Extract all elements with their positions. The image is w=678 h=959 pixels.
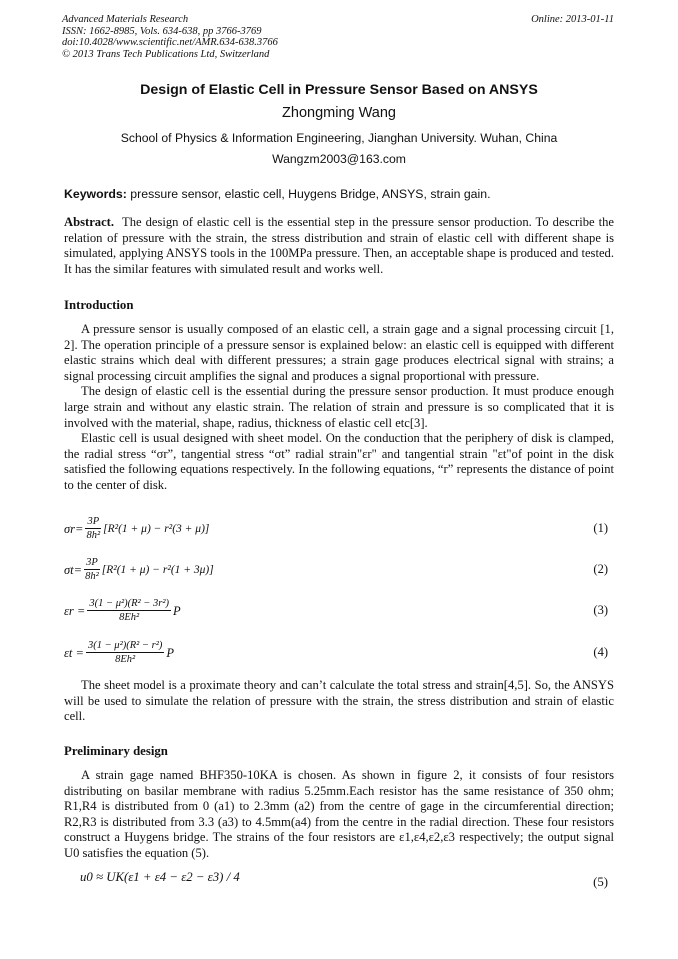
intro-paragraph-1: A pressure sensor is usually composed of an elastic cell, a strain gage and a signal processing circuit [1, 2]. The operation principle of a pressure sensor is explained below: an elastic cell is equipped with different elastic strains which deal with different pressures; a strain gage produces electrical signal with strains; a signal processing circuit amplifies the signal and produces a signal proportional with pressure.: [64, 322, 614, 383]
author-affiliation: School of Physics & Information Engineering, Jianghan University. Wuhan, China: [120, 131, 558, 145]
eq2-numerator: 3P: [86, 557, 98, 568]
keywords-label: Keywords:: [64, 187, 127, 201]
eq4-numerator: 3(1 − μ²)(R² − r²): [87, 640, 163, 651]
doi-line: doi:10.4028/www.scientific.net/AMR.634-638.3766: [62, 37, 278, 48]
eq1-numerator: 3P: [87, 516, 100, 527]
copyright-line: © 2013 Trans Tech Publications Ltd, Switzerland: [62, 48, 270, 60]
preliminary-heading: Preliminary design: [64, 744, 168, 758]
abstract-label: Abstract.: [64, 215, 115, 229]
eq1-number: (1): [593, 521, 608, 535]
journal-name: Advanced Materials Research: [62, 14, 189, 25]
eq3-tail: P: [172, 603, 181, 618]
equation-2: [64, 553, 614, 587]
eq3-denominator: 8Eh²: [119, 612, 140, 623]
keywords-text: pressure sensor, elastic cell, Huygens Bridge, ANSYS, strain gain.: [130, 187, 491, 201]
eq5-expression: u0 ≈ UK(ε1 + ε4 − ε2 − ε3) / 4: [80, 870, 240, 884]
equation-5: [80, 870, 608, 894]
paper-title: Design of Elastic Cell in Pressure Sensor Based on ANSYS: [140, 82, 538, 98]
eq2-denominator: 8h²: [85, 571, 99, 582]
intro-paragraph-4: The sheet model is a proximate theory and can’t calculate the total stress and strain[4,5]. So, the ANSYS will be used to simulate the relation of pressure with the strain, the stress distribution and strain of elastic cell.: [64, 678, 614, 724]
introduction-body: [64, 322, 614, 494]
online-date: Online: 2013-01-11: [531, 14, 614, 25]
eq4-denominator: 8Eh²: [115, 654, 136, 665]
equation-4: [64, 636, 614, 670]
abstract: [64, 215, 614, 277]
intro-paragraph-2: The design of elastic cell is the essential during the pressure sensor production. It must produce enough large strain and without any elastic strain. The relation of strain and pressure is so complicated that it is involved with the material, shape, radius, thickness of elastic cell etc[3].: [64, 384, 614, 430]
eq2-lhs: σt=: [64, 562, 83, 577]
eq4-number: (4): [593, 645, 608, 659]
eq2-body: [R²(1 + μ) − r²(1 + 3μ)]: [101, 564, 214, 576]
issn-line: ISSN: 1662-8985, Vols. 634-638, pp 3766-3769: [62, 25, 262, 37]
introduction-heading: Introduction: [64, 298, 134, 312]
eq1-denominator: 8h²: [86, 530, 101, 541]
intro-paragraph-3: Elastic cell is usual designed with sheet model. On the conduction that the periphery of disk is clamped, the radial stress “σr”, tangential stress “σt” radial strain"εr" and tangential strain "εt"of point in the disk satisfied the following equations respectively. In the following equations, “r” represents the distance of point to the center of disk.: [64, 431, 614, 492]
author-email: Wangzm2003@163.com: [272, 152, 406, 166]
eq5-number: (5): [593, 875, 608, 889]
preliminary-body: [64, 768, 614, 862]
equation-1: [64, 512, 614, 546]
equation-3: [64, 594, 614, 628]
eq4-lhs: εt =: [64, 645, 84, 660]
eq3-numerator: 3(1 − μ²)(R² − 3r²): [89, 598, 169, 609]
eq3-number: (3): [593, 603, 608, 617]
eq3-lhs: εr =: [64, 603, 86, 618]
eq4-tail: P: [166, 645, 174, 660]
eq2-number: (2): [593, 562, 608, 576]
eq1-body: [R²(1 + μ) − r²(3 + μ)]: [103, 523, 210, 535]
introduction-body-continued: [64, 678, 614, 725]
keywords: [64, 187, 614, 201]
running-header: [62, 14, 614, 60]
preliminary-paragraph-1: A strain gage named BHF350-10KA is chosen. As shown in figure 2, it consists of four resistors distributing on basilar membrane with radius 5.25mm.Each resistor has the same resistance of 350 ohm; R1,R4 is distributed from 0 (a1) to 2.3mm (a2) from the centre of gage in the circumferential direction; R2,R3 is distributed from 3.3 (a3) to 4.5mm(a4) from the centre in the radial direction. These four resistors construct a Huygens bridge. The strains of the four resistors are ε1,ε4,ε2,ε3 respectively; the output signal U0 satisfies the equation (5).: [64, 768, 614, 860]
abstract-text: The design of elastic cell is the essential step in the pressure sensor production. To describe the relation of pressure with the strain, the stress distribution and strain of elastic cell with different shape is simulated, applying ANSYS tools in the 100MPa pressure. Then, an acceptable shape is produced and tested. It has the similar features with simulated result and works well.: [64, 215, 614, 276]
eq1-lhs: σr=: [64, 521, 84, 536]
author-name: Zhongming Wang: [282, 105, 396, 121]
